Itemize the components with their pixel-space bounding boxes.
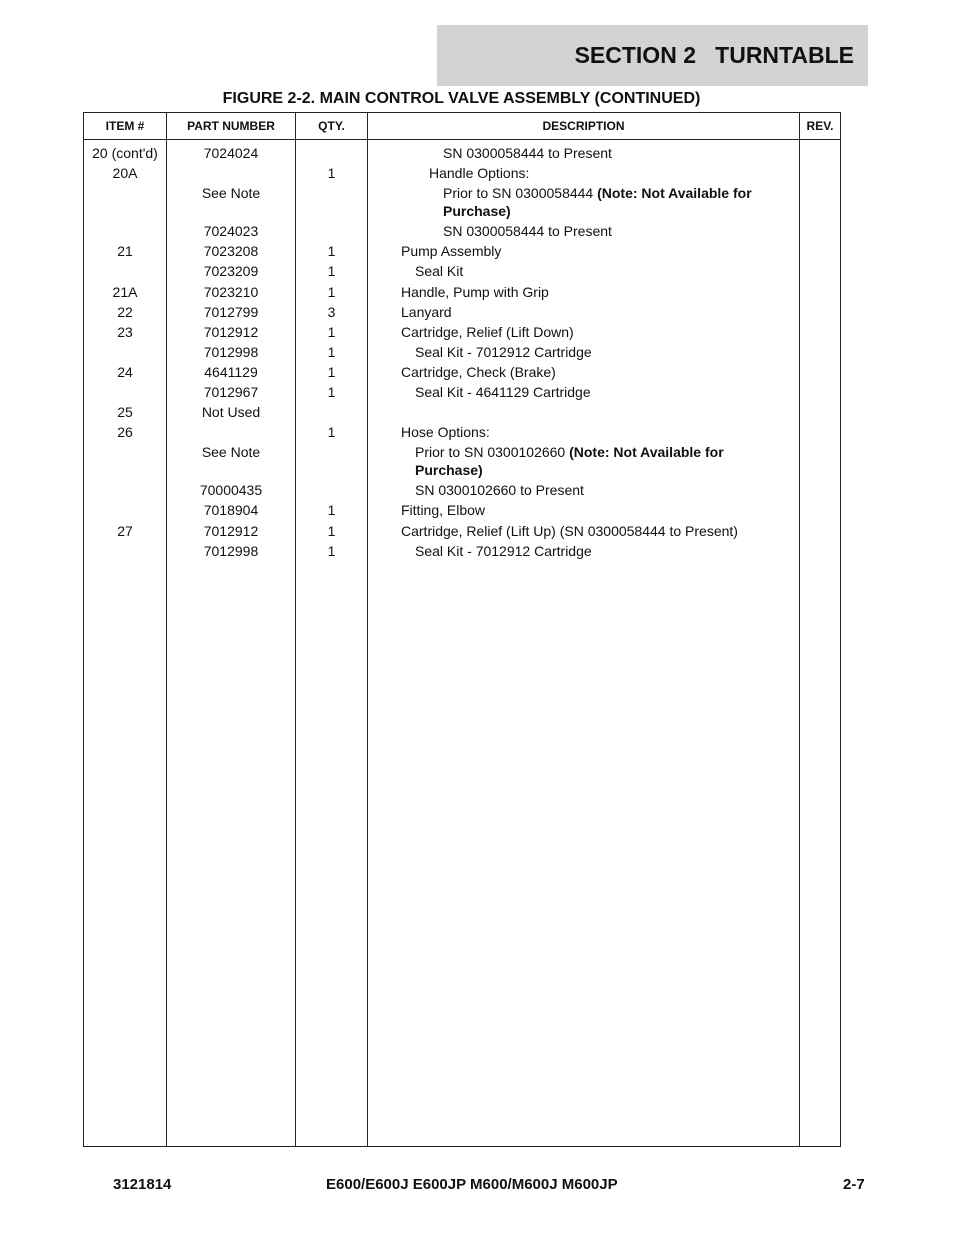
part-number-cell: 7023209: [203, 263, 259, 280]
column-header-qty: QTY.: [318, 119, 345, 133]
description-cell: [401, 363, 769, 381]
item-number-cell: 20 (cont'd): [92, 145, 158, 161]
description-cell: [401, 303, 769, 321]
description-text: Cartridge, Relief (Lift Up) (SN 0300058444 to Present): [401, 522, 738, 539]
part-number-cell: 7023210: [203, 283, 259, 300]
qty-cell: 1: [327, 502, 336, 519]
column-divider: [799, 113, 800, 1146]
parts-table: [83, 112, 841, 1147]
description-cell: [401, 323, 769, 341]
part-number-cell: 7018904: [203, 502, 259, 519]
item-number-cell: 21: [117, 243, 133, 260]
item-number-cell: 20A: [112, 165, 138, 182]
qty-cell: 1: [327, 522, 336, 539]
description-cell: [443, 222, 769, 240]
description-text: Seal Kit - 7012912 Cartridge: [415, 343, 592, 360]
item-number-cell: 26: [117, 424, 133, 441]
description-text: Seal Kit: [415, 263, 464, 280]
qty-cell: 1: [327, 363, 336, 380]
description-text: Seal Kit - 7012912 Cartridge: [415, 542, 592, 559]
part-number-cell: 7024023: [203, 223, 259, 240]
part-number-cell: 7012998: [203, 542, 259, 559]
column-header-part-number: PART NUMBER: [187, 119, 275, 133]
qty-cell: 1: [327, 263, 336, 280]
item-number-cell: 25: [117, 404, 133, 421]
part-number-cell: 7012912: [203, 522, 259, 539]
description-text: Fitting, Elbow: [401, 502, 486, 519]
description-cell: [401, 283, 769, 301]
description-cell: [415, 443, 769, 479]
description-cell: [415, 481, 769, 499]
item-number-cell: 23: [117, 323, 133, 340]
description-text: Prior to SN 0300058444: [443, 185, 598, 202]
qty-cell: 3: [327, 303, 336, 320]
qty-cell: 1: [327, 323, 336, 340]
part-number-cell: 7012799: [203, 303, 259, 320]
description-text: Handle Options:: [429, 165, 530, 182]
description-text: Handle, Pump with Grip: [401, 283, 549, 300]
description-cell: [401, 242, 769, 260]
qty-cell: 1: [327, 243, 336, 260]
description-cell: [415, 542, 769, 560]
description-cell: [443, 184, 769, 220]
description-text: Seal Kit - 4641129 Cartridge: [415, 384, 591, 400]
item-number-cell: 21A: [112, 283, 138, 300]
description-text: Prior to SN 0300102660: [415, 444, 570, 461]
qty-cell: 1: [327, 384, 336, 400]
description-text: Hose Options:: [401, 424, 490, 441]
qty-cell: 1: [327, 283, 336, 300]
part-number-cell: See Note: [201, 444, 261, 461]
part-number-cell: See Note: [201, 185, 261, 202]
section-title: SECTION 2 TURNTABLE: [574, 42, 854, 68]
qty-cell: 1: [327, 542, 336, 559]
description-cell: [415, 383, 769, 401]
description-cell: [429, 164, 769, 182]
footer-page-number: 2-7: [843, 1176, 865, 1193]
part-number-cell: 70000435: [199, 482, 263, 499]
item-number-cell: 24: [117, 363, 133, 380]
figure-title: FIGURE 2-2. MAIN CONTROL VALVE ASSEMBLY (CONTINUED): [222, 90, 701, 107]
description-text: Cartridge, Check (Brake): [401, 363, 556, 380]
description-cell: [415, 343, 769, 361]
description-cell: [443, 144, 769, 162]
part-number-cell: 7024024: [203, 145, 259, 161]
column-header-item: ITEM #: [105, 119, 145, 133]
footer-models: E600/E600J E600JP M600/M600J M600JP: [326, 1176, 618, 1193]
column-divider: [367, 113, 368, 1146]
item-number-cell: 22: [117, 303, 133, 320]
footer-doc-number: 3121814: [113, 1176, 172, 1193]
column-header-rev: REV.: [806, 119, 834, 133]
description-text: SN 0300058444 to Present: [443, 145, 612, 161]
part-number-cell: 7012998: [203, 343, 259, 360]
part-number-cell: Not Used: [201, 404, 261, 421]
column-header-description: DESCRIPTION: [542, 119, 625, 133]
part-number-cell: 7023208: [203, 243, 259, 260]
description-cell: [415, 262, 769, 280]
description-note: (Note: Not Available for Purchase): [443, 185, 752, 220]
part-number-cell: 7012912: [203, 323, 259, 340]
item-number-cell: 27: [117, 522, 133, 539]
description-text: SN 0300102660 to Present: [415, 482, 584, 499]
description-cell: [401, 423, 769, 441]
qty-cell: 1: [327, 165, 336, 182]
part-number-cell: 7012967: [203, 384, 259, 400]
description-text: SN 0300058444 to Present: [443, 223, 612, 240]
qty-cell: 1: [327, 424, 336, 441]
description-text: Lanyard: [401, 303, 452, 320]
section-header: [437, 25, 868, 86]
description-text: Cartridge, Relief (Lift Down): [401, 323, 574, 340]
qty-cell: 1: [327, 343, 336, 360]
description-text: Pump Assembly: [401, 243, 502, 260]
description-cell: [401, 522, 769, 540]
part-number-cell: 4641129: [204, 363, 258, 380]
table-header-row: [84, 113, 840, 140]
description-cell: [401, 501, 769, 519]
description-note: (Note: Not Available for Purchase): [415, 444, 724, 479]
